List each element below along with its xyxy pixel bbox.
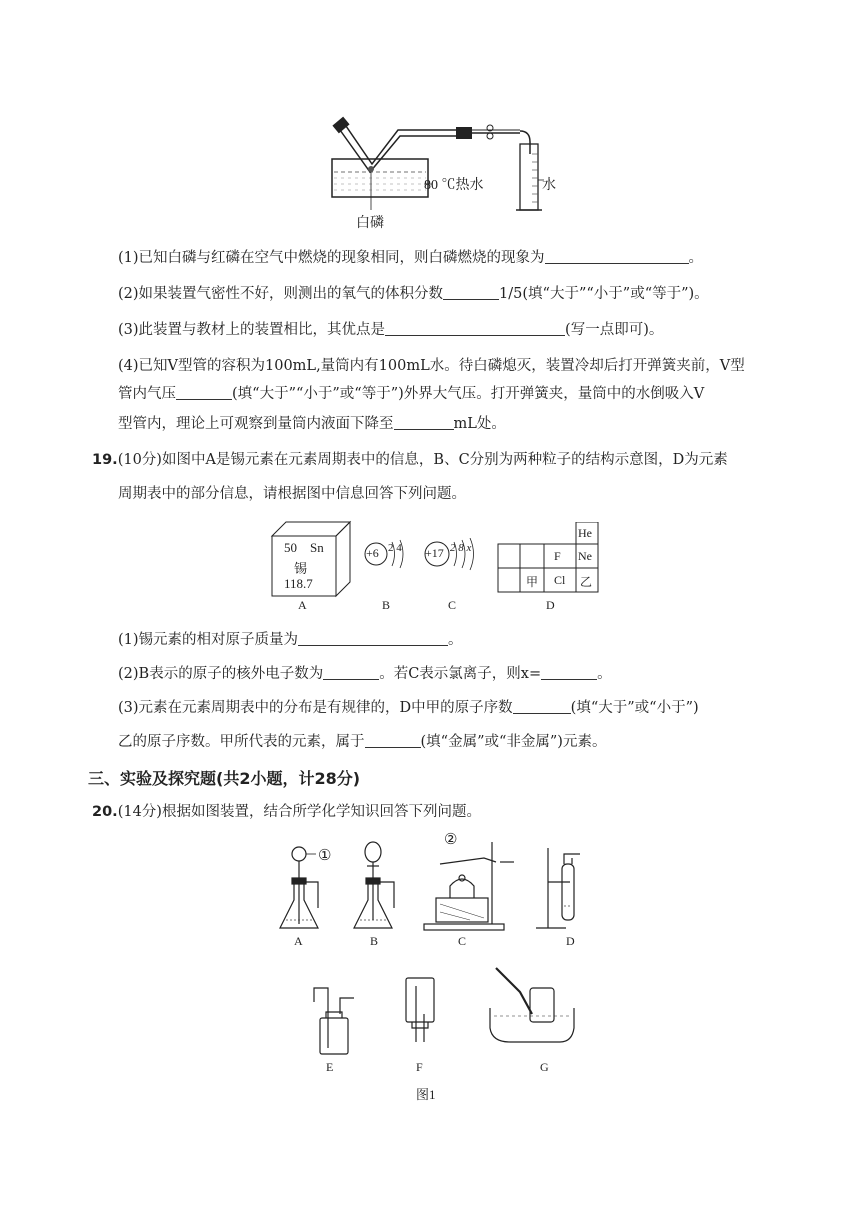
answer-blank[interactable] — [443, 285, 499, 300]
apparatus-label-d: D — [566, 934, 575, 948]
figure-label-a: A — [298, 598, 307, 612]
figure-label-c: C — [448, 598, 457, 612]
q19-part3-text: (3)元素在元素周期表中的分布是有规律的，D中甲的原子序数 — [118, 700, 513, 716]
apparatus-label-f: F — [416, 1060, 423, 1074]
water-label: 水 — [542, 178, 556, 193]
section-heading: 三、实验及探究题(共2小题，计28分) — [88, 769, 361, 788]
apparatus-label-g: G — [540, 1060, 549, 1074]
lab-apparatus-figure — [270, 828, 590, 1078]
answer-blank[interactable] — [176, 385, 232, 400]
v-tube-apparatus-figure — [320, 114, 560, 234]
carbon-shells: 2 4 — [388, 542, 402, 554]
q19-intro-text: (10分)如图中A是锡元素在元素周期表中的信息，B、C分别为两种粒子的结构示意图，D为元素 — [117, 452, 728, 468]
answer-blank[interactable] — [385, 321, 565, 336]
q19-part1-text: (1)锡元素的相对原子质量为 — [118, 632, 299, 648]
answer-blank[interactable] — [513, 699, 571, 714]
q20-intro — [92, 802, 481, 822]
lab-apparatus-drawing — [270, 828, 590, 1078]
q19-part1-end: 。 — [448, 632, 463, 648]
q18-part3-end: (写一点即可)。 — [565, 322, 664, 338]
chlorine-shells: 2 8 x — [450, 542, 472, 554]
answer-blank[interactable] — [298, 631, 448, 646]
answer-blank[interactable] — [394, 415, 454, 430]
element-cl: Cl — [554, 573, 566, 587]
hot-water-label: 80 ℃热水 — [424, 178, 484, 193]
q18-part2-end: 1/5(填“大于”“小于”或“等于”)。 — [499, 286, 709, 302]
apparatus-label-a: A — [294, 934, 303, 948]
q19-number: 19. — [92, 452, 118, 468]
q18-part4-line2-end: (填“大于”“小于”或“等于”)外界大气压。打开弹簧夹，量筒中的水倒吸入V — [232, 386, 705, 402]
burner-marker-2: ② — [444, 832, 458, 848]
q18-part4-line2 — [118, 384, 704, 404]
answer-blank[interactable] — [541, 665, 597, 680]
q18-part4-line2-start: 管内气压 — [118, 386, 176, 402]
q19-part2-text-a: (2)B表示的原子的核外电子数为 — [118, 666, 324, 682]
figure-label-b: B — [382, 598, 391, 612]
tin-symbol: Sn — [310, 540, 324, 555]
figure-caption: 图1 — [416, 1087, 436, 1102]
q18-part2 — [118, 284, 709, 304]
q20-intro-text: (14分)根据如图装置，结合所学化学知识回答下列问题。 — [117, 804, 481, 820]
answer-blank[interactable] — [365, 733, 421, 748]
element-he: He — [578, 526, 592, 540]
tin-name: 锡 — [294, 561, 308, 576]
q18-part3 — [118, 320, 663, 340]
q18-part1 — [118, 248, 703, 268]
q20-number: 20. — [92, 804, 118, 820]
q18-part1-end: 。 — [688, 250, 704, 266]
q18-part4-line3-start: 型管内，理论上可观察到量筒内液面下降至 — [118, 416, 394, 432]
white-phosphorus-label: 白磷 — [356, 216, 384, 231]
q19-part2 — [118, 664, 612, 684]
tin-atomic-mass: 118.7 — [284, 576, 313, 591]
q18-part3-text: (3)此装置与教材上的装置相比，其优点是 — [118, 322, 386, 338]
q19-part3-line2 — [118, 732, 606, 752]
element-f: F — [554, 549, 561, 563]
chlorine-nucleus: +17 — [425, 546, 444, 560]
tin-atomic-number: 50 — [284, 540, 297, 555]
q19-part2-text-b: 。若C表示氯离子，则x= — [379, 666, 542, 682]
q19-part1 — [118, 630, 463, 650]
funnel-marker-1: ① — [318, 848, 332, 864]
element-yi: 乙 — [580, 575, 593, 589]
apparatus-label-e: E — [326, 1060, 334, 1074]
q19-part3-line2-start: 乙的原子序数。甲所代表的元素，属于 — [118, 734, 365, 750]
q19-part3-line1 — [118, 698, 699, 718]
carbon-nucleus: +6 — [366, 546, 379, 560]
q19-part3-end: (填“大于”或“小于”) — [570, 700, 699, 716]
answer-blank[interactable] — [545, 249, 689, 264]
q18-part4-line3 — [118, 414, 506, 434]
answer-blank[interactable] — [323, 665, 379, 680]
q19-intro-line2: 周期表中的部分信息，请根据图中信息回答下列问题。 — [118, 486, 466, 502]
figure-label-d: D — [546, 598, 555, 612]
element-jia: 甲 — [526, 575, 539, 589]
q19-intro-line1 — [92, 450, 728, 470]
q19-part2-end: 。 — [597, 666, 612, 682]
q19-part3-line2-end: (填“金属”或“非金属”)元素。 — [420, 734, 607, 750]
q18-part4-line3-end: mL处。 — [453, 416, 506, 432]
apparatus-label-c: C — [458, 934, 467, 948]
q19-figures — [270, 518, 600, 618]
q18-part2-text: (2)如果装置气密性不好，则测出的氧气的体积分数 — [118, 286, 444, 302]
apparatus-label-b: B — [370, 934, 379, 948]
element-ne: Ne — [578, 549, 592, 563]
q18-part4-line1: (4)已知V型管的容积为100mL,量筒内有100mL水。待白磷熄灭，装置冷却后打开弹簧夹前，V型 — [118, 358, 745, 374]
q18-part1-text: (1)已知白磷与红磷在空气中燃烧的现象相同，则白磷燃烧的现象为 — [118, 250, 545, 266]
